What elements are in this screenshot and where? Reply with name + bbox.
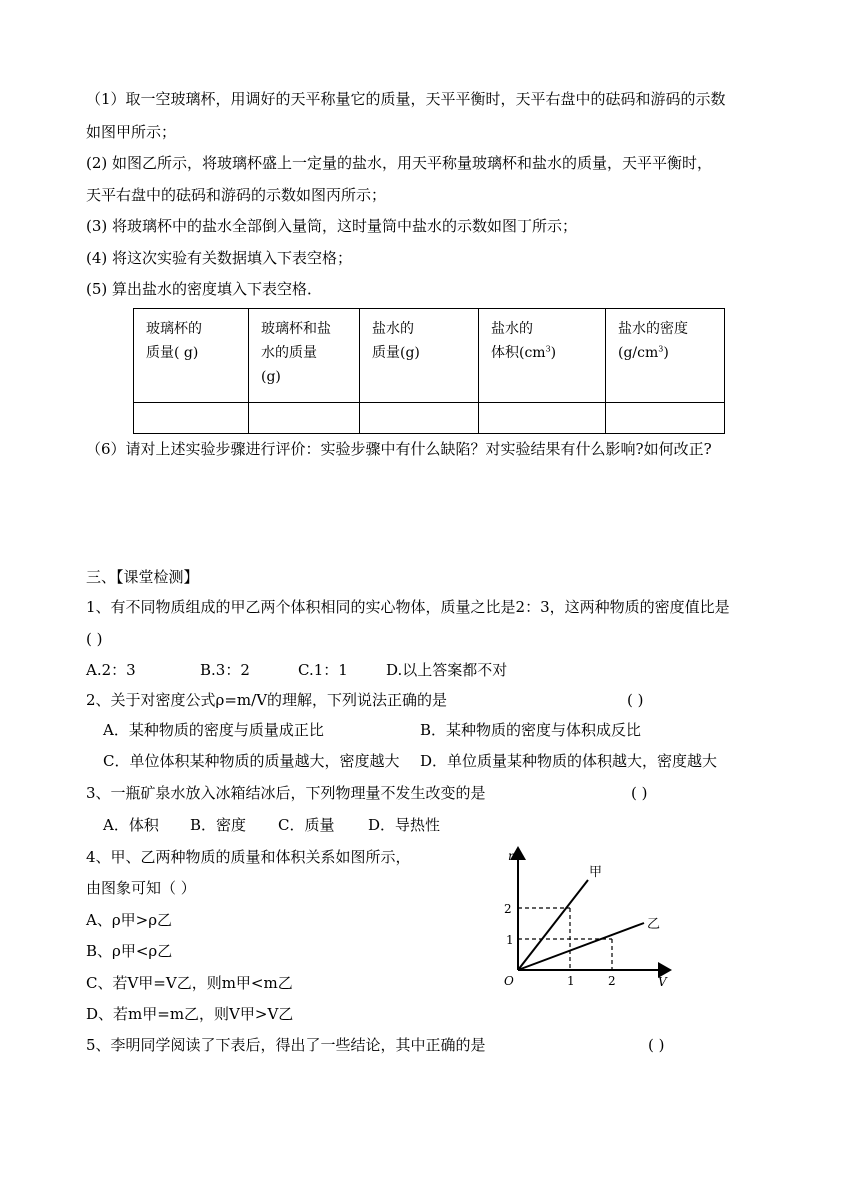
header-brine-volume-line-1: 盐水的 [491,321,533,337]
density-unit-close: ) [663,345,669,361]
q3-option-b: B．密度 [190,816,247,834]
header-cup-mass-line-2: 质量( g) [146,345,199,361]
cell-brine-density[interactable] [606,403,725,434]
mass-volume-graph [488,840,678,990]
header-brine-volume-line-2 [491,341,599,365]
y-tick-2: 2 [504,902,512,916]
header-brine-volume [479,309,606,403]
header-brine-density-line-1: 盐水的密度 [618,321,688,337]
header-cup-and-brine-mass [249,309,360,403]
cell-cup-mass[interactable] [134,403,249,434]
x-tick-2: 2 [608,974,616,988]
q1-option-b: B.3：2 [200,661,250,679]
step-1-line-2: 如图甲所示； [86,123,177,141]
q1-option-a: A.2：3 [86,661,136,679]
volume-unit-text: 体积(cm [491,345,546,361]
step-2-line-1: (2) 如图乙所示，将玻璃杯盛上一定量的盐水，用天平称量玻璃杯和盐水的质量，天平平衡时， [86,154,713,172]
table-row [134,403,725,434]
q1-stem: 1、有不同物质组成的甲乙两个体积相同的实心物体，质量之比是2：3，这两种物质的密度值比是 [86,598,730,616]
q1-option-c: C.1：1 [298,661,348,679]
q1-answer-paren: ( ) [86,630,103,648]
q2-option-d: D．单位质量某种物质的体积越大，密度越大 [420,752,718,770]
step-6: （6）请对上述实验步骤进行评价：实验步骤中有什么缺陷？对实验结果有什么影响?如何改正? [86,440,712,458]
step-4: (4) 将这次实验有关数据填入下表空格； [86,249,353,267]
series-yi-label: 乙 [647,917,661,932]
table-header-row [134,309,725,403]
step-5: (5) 算出盐水的密度填入下表空格． [86,280,323,298]
series-jia-label: 甲 [589,865,603,880]
header-brine-mass [360,309,479,403]
cell-cup-brine-mass[interactable] [249,403,360,434]
header-cup-mass-line-1: 玻璃杯的 [146,321,202,337]
q3-stem: 3、一瓶矿泉水放入冰箱结冰后，下列物理量不发生改变的是 [86,784,486,802]
q3-answer-paren: ( ) [631,784,648,802]
header-brine-mass-line-1: 盐水的 [372,321,414,337]
q3-option-a: A．体积 [103,816,159,834]
q4-option-d: D、若m甲=m乙，则V甲>V乙 [86,1005,294,1023]
q5-answer-paren: ( ) [648,1036,665,1054]
data-table [133,308,725,434]
header-cup-brine-line-1: 玻璃杯和盐 [261,321,331,337]
q2-option-b: B．某种物质的密度与体积成反比 [420,721,642,739]
header-brine-density-line-2 [618,341,718,365]
q4-stem-line-2: 由图象可知（ ） [86,879,196,897]
q3-option-d: D．导热性 [368,816,441,834]
header-brine-mass-line-2: 质量(g) [372,345,420,361]
q1-option-d: D.以上答案都不对 [386,661,508,679]
header-cup-brine-line-3: (g) [261,369,281,385]
origin-label: O [504,974,514,988]
density-unit-exponent: 3 [658,344,664,354]
cell-brine-mass[interactable] [360,403,479,434]
x-axis-label: V [658,975,667,989]
q4-stem-line-1: 4、甲、乙两种物质的质量和体积关系如图所示， [86,848,411,866]
header-cup-brine-line-2: 水的质量 [261,345,317,361]
x-tick-1: 1 [567,974,575,988]
q4-option-c: C、若V甲=V乙，则m甲<m乙 [86,974,293,992]
q2-option-c: C．单位体积某种物质的质量越大，密度越大 [103,752,400,770]
step-2-line-2: 天平右盘中的砝码和游码的示数如图丙所示； [86,186,387,204]
q3-option-c: C．质量 [278,816,335,834]
header-brine-density [606,309,725,403]
header-cup-mass [134,309,249,403]
volume-unit-exponent: 3 [545,344,551,354]
density-unit-text: (g/cm [618,345,659,361]
volume-unit-close: ) [550,345,557,361]
step-1-line-1: （1）取一空玻璃杯，用调好的天平称量它的质量，天平平衡时，天平右盘中的砝码和游码的示数 [86,90,726,108]
q2-answer-paren: ( ) [627,691,644,709]
q5-stem: 5、李明同学阅读了下表后，得出了一些结论，其中正确的是 [86,1036,486,1054]
section-title: 三、【课堂检测】 [86,568,199,586]
q2-option-a: A．某种物质的密度与质量成正比 [103,721,324,739]
q4-option-a: A、ρ甲>ρ乙 [86,911,173,929]
q2-stem: 2、关于对密度公式ρ=m/V的理解，下列说法正确的是 [86,691,448,709]
cell-brine-volume[interactable] [479,403,606,434]
step-3: (3) 将玻璃杯中的盐水全部倒入量筒，这时量筒中盐水的示数如图丁所示； [86,217,578,235]
q4-option-b: B、ρ甲<ρ乙 [86,942,173,960]
y-axis-label: m [508,849,520,863]
y-tick-1: 1 [506,933,514,947]
